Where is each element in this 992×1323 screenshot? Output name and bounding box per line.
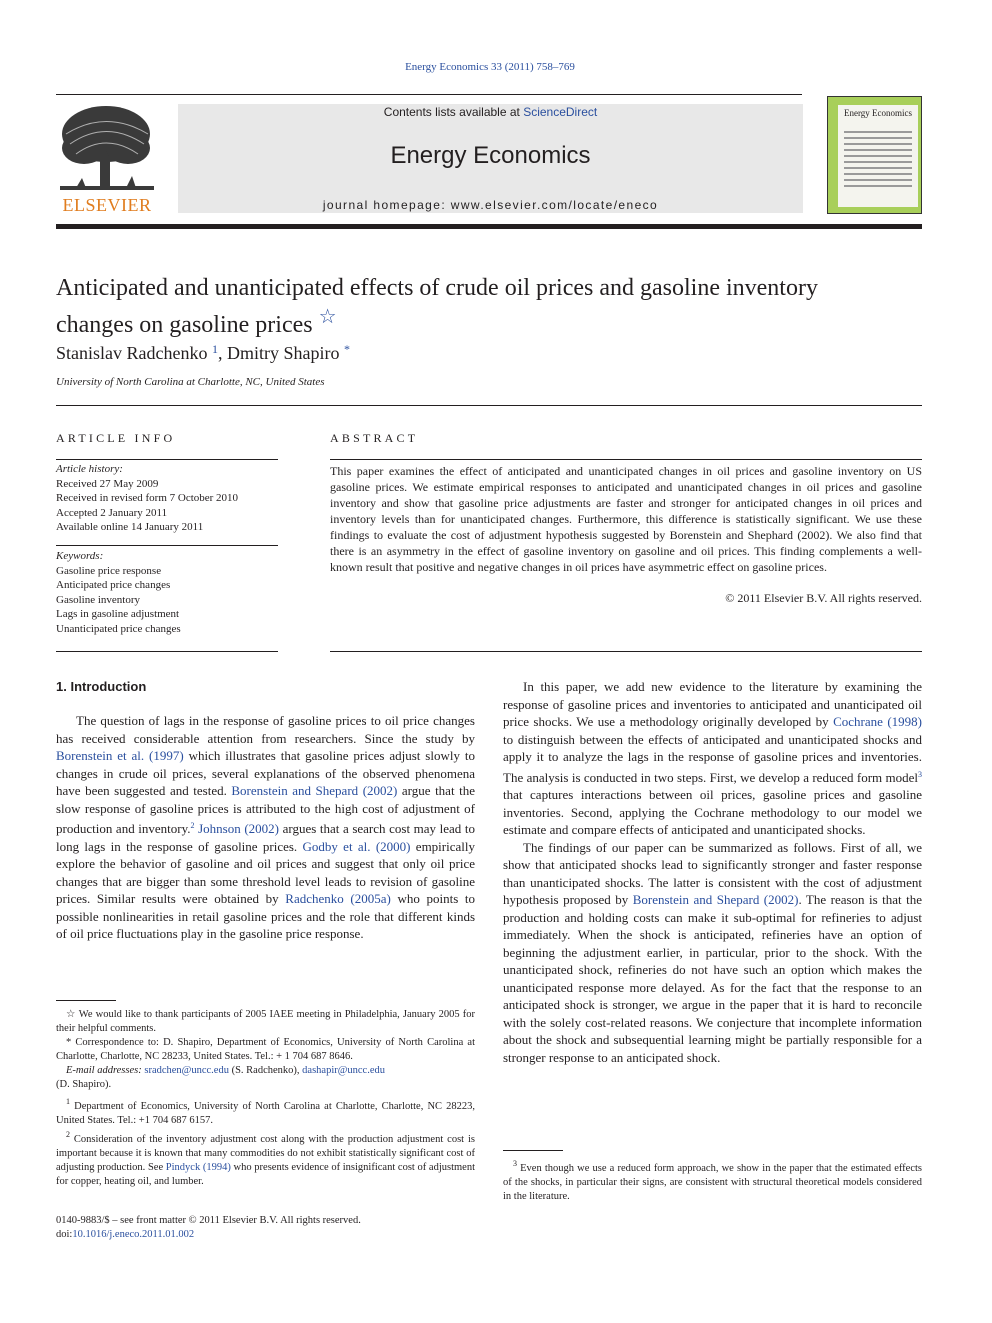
intro-paragraph-1: The question of lags in the response of gasoline prices to oil price changes has received considerable attention from researchers. Since the study by Borenstein et al. (1997) which illustrates that gasoline prices adjust slowly to changes in crude oil prices, several explanations of the observed phenomena have been suggested and tested. Borenstein and Shepard (2002) argue that the slow response of gasoline prices is attributed to the high cost of adjustment of production and inventory.$^2$ Johnson (2002) argues that a search cost may lead to long lags in the response of gasoline prices. Godby et al. (2000) empirically explore the behavior of gasoline and oil prices and suggest that only oil price changes that are bigger than some threshold level leads to revision of gasoline prices. Similar results were obtained by Radchenko (2005a) who points to possible nonlinearities in retail gasoline prices and the role that different kinds of oil price fluctuations play in the gasoline price response. bbox=[56, 713, 476, 941]
citation-link[interactable]: Godby et al. (2000) bbox=[302, 838, 411, 854]
elsevier-logo bbox=[56, 104, 158, 216]
citation-link[interactable]: Borenstein and Shepard (2002) bbox=[231, 783, 398, 798]
article-title: Anticipated and unanticipated effects of crude oil prices and gasoline inventory changes on gasoline prices ☆ bbox=[56, 275, 818, 338]
author1-affil-mark[interactable]: 1 bbox=[211, 342, 218, 356]
citation-link[interactable]: Borenstein and Shepard (2002) bbox=[632, 892, 799, 907]
doi-link[interactable]: 10.1016/j.eneco.2011.01.002 bbox=[72, 1229, 195, 1240]
header-rule-thick bbox=[56, 224, 922, 229]
abstract-text: This paper examines the effect of anticipated and unanticipated changes in oil prices and gasoline inventory on US gasoline prices. We estimate empirical responses to anticipated and unanticipated changes in oil prices and gasoline inventory and show that gasoline price adjustments are faster and stronger for anticipated changes in oil prices and inventory levels than for unanticipated changes. Furthermore, this difference is statistically significant. We use these findings to evaluate the cost of adjustment hypothesis suggested by Borenstein and Shephard (2002). We also find that there is an asymmetry in the effect of gasoline inventory on gasoline and oil prices. This finding complements a well-known result that positive and negative changes in oil prices have asymmetric effect on gasoline prices. bbox=[330, 464, 922, 574]
divider bbox=[56, 405, 922, 406]
publisher-name: ELSEVIER bbox=[62, 195, 152, 215]
citation-link[interactable]: Johnson (2002) bbox=[198, 821, 279, 836]
article-info-heading: ARTICLE INFO bbox=[56, 431, 176, 445]
journal-cover-thumbnail bbox=[827, 96, 922, 214]
footnote-mark-2[interactable]: 2 bbox=[190, 821, 195, 830]
cover-title: Energy Economics bbox=[843, 108, 913, 118]
divider bbox=[56, 651, 278, 652]
authors: Stanislav Radchenko $^1$, Dmitry Shapiro * bbox=[56, 342, 350, 363]
contents-line: Contents lists available at ScienceDirect bbox=[383, 105, 598, 119]
intro-right-column bbox=[503, 678, 922, 1066]
intro-paragraph-2: In this paper, we add new evidence to the literature by examining the response of gasoline prices and inventories to anticipated and unanticipated oil price shocks. We use a methodology originally developed by Cochrane (1998) to distinguish between the effects of anticipated and unanticipated shocks and apply it to analyze the lags in the response of gasoline prices and inventories. The analysis is conducted in two steps. First, we develop a reduced form model$^3$ that captures interactions between oil prices, gasoline prices and gasoline inventories. Second, applying the Cochrane methodology to our model we estimate and compare effects of anticipated and unanticipated shocks. bbox=[503, 679, 922, 837]
footnote-3: $^3$ Even though we use a reduced form approach, we show in the paper that the estimated effects of the shocks, in particular their signs, are consistent with structural theoretical models considered in the literature. bbox=[503, 1159, 922, 1202]
sciencedirect-link[interactable]: ScienceDirect bbox=[523, 105, 598, 119]
footnote-mark-3[interactable]: 3 bbox=[918, 769, 922, 779]
affiliation: University of North Carolina at Charlotte, NC, United States bbox=[56, 376, 325, 388]
keywords: Keywords: Gasoline price response Anticipated price changes Gasoline inventory Lags in gasoline adjustment Unanticipated price changes bbox=[56, 550, 181, 635]
abstract-copyright: © 2011 Elsevier B.V. All rights reserved. bbox=[725, 591, 922, 605]
author2-corr-mark[interactable]: * bbox=[343, 342, 350, 356]
footnote-star-icon: ☆ bbox=[66, 1009, 76, 1020]
divider bbox=[56, 545, 278, 546]
divider bbox=[56, 459, 278, 460]
footnote-divider bbox=[56, 1000, 116, 1001]
section-heading-introduction: 1. Introduction bbox=[56, 679, 147, 694]
email-link[interactable]: dashapir@uncc.edu bbox=[302, 1065, 386, 1076]
cover-contents-lines bbox=[844, 131, 912, 191]
elsevier-tree-icon bbox=[56, 104, 158, 196]
footnote-divider bbox=[503, 1150, 563, 1151]
journal-title: Energy Economics bbox=[390, 142, 591, 169]
article-history: Article history: Received 27 May 2009 Received in revised form 7 October 2010 Accepted 2 January 2011 Available online 14 January 2011 bbox=[56, 463, 239, 533]
email-link[interactable]: sradchen@uncc.edu bbox=[144, 1065, 229, 1076]
journal-citation[interactable]: Energy Economics 33 (2011) 758–769 bbox=[405, 61, 575, 73]
citation-link[interactable]: Cochrane (1998) bbox=[833, 714, 922, 729]
header-rule-top bbox=[56, 94, 802, 95]
page-footer: 0140-9883/$ – see front matter © 2011 Elsevier B.V. All rights reserved. doi:10.1016/j.eneco.2011.01.002 bbox=[56, 1215, 361, 1240]
divider bbox=[330, 651, 922, 652]
citation-link[interactable]: Radchenko (2005a) bbox=[285, 891, 391, 906]
title-footnote-star-icon[interactable]: ☆ bbox=[318, 306, 337, 328]
footnotes-left: ☆ We would like to thank participants of 2005 IAEE meeting in Philadelphia, January 2005 for their helpful comments. * Correspondence to: D. Shapiro, Department of Economics, University of North Carolina at Charlotte, Charlotte, NC 28233, United States. Tel.: + 1 704 687 8646. E-mail addresses: sradchen@uncc.edu (S. Radchenko), dashapir@uncc.edu (D. Shapiro). $^1$ Department of Economics, University of North Carolina at Charlotte, Charlotte, NC 28223, United States. Tel.: +1 704 687 6157. $^2$ Consideration of the inventory adjustment cost along with the production adjustment cost is important because it is known that many commodities do not exhibit statistically significant cost of adjusting production. See Pindyck (1994) who presents evidence of insignificant cost of adjustment for copper, heating oil, and lumber. bbox=[56, 1009, 476, 1187]
abstract-heading: ABSTRACT bbox=[330, 431, 419, 445]
citation-link[interactable]: Pindyck (1994) bbox=[165, 1162, 231, 1173]
citation-link[interactable]: Borenstein et al. (1997) bbox=[56, 748, 184, 763]
intro-paragraph-3: The findings of our paper can be summarized as follows. First of all, we show that anticipated shocks lead to significantly stronger and faster response than unanticipated shocks. The latter is consistent with the cost of adjustment hypothesis proposed by Borenstein and Shepard (2002). The reason is that the production and holding costs can make it sub-optimal for refineries to adjust immediately. When the shock is anticipated, refineries have an option of beginning the adjustment earlier, in particular, prior to the shock. With the unanticipated shock, refineries do not have such an option which makes the unanticipated response more delayed. As for the fact that the response to an anticipated shock is stronger, we argue in the paper that it is hard to reconcile with the solely cost-related reasons. We conjecture that incomplete information about the shock and subsequential learning might be partially responsible for a stronger response to an anticipated shock. bbox=[503, 839, 922, 1065]
journal-homepage[interactable]: journal homepage: www.elsevier.com/locate/eneco bbox=[322, 198, 659, 212]
divider bbox=[330, 459, 922, 460]
